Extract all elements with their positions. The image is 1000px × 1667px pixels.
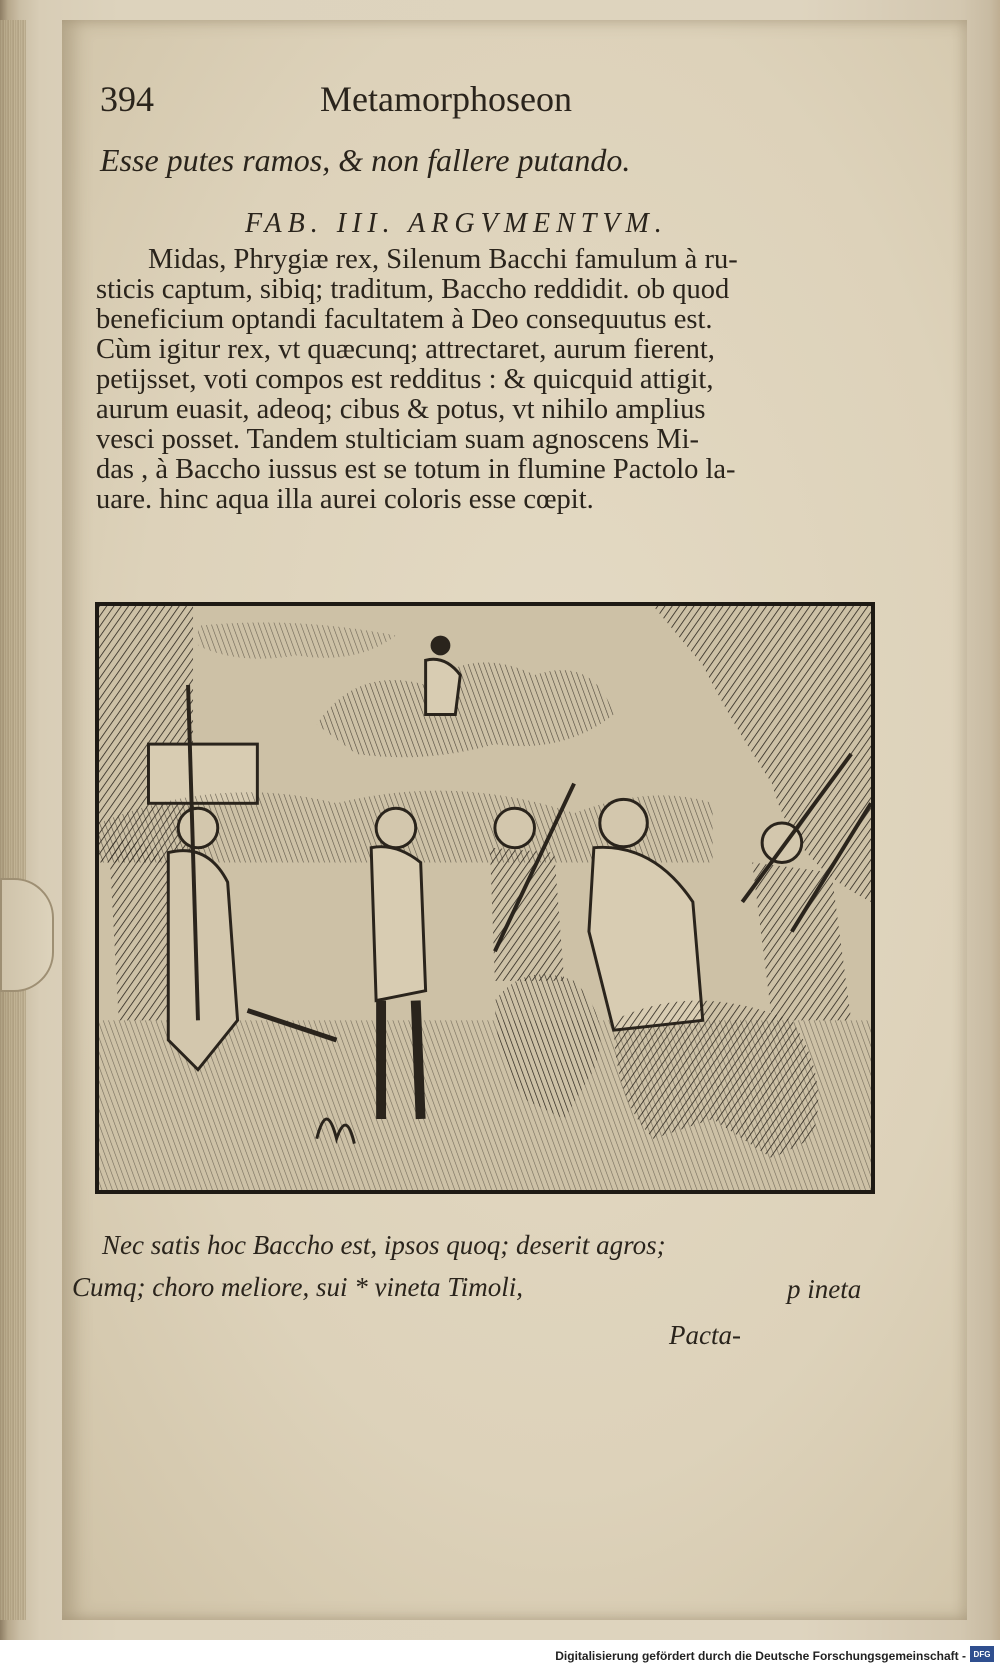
book-page-edges: [0, 20, 26, 1620]
catchword: Pacta-: [669, 1320, 741, 1350]
page-clip: [0, 878, 54, 992]
woodcut-illustration: [95, 602, 875, 1194]
argument-paragraph: [96, 245, 901, 515]
woodcut-image: [99, 606, 871, 1190]
margin-note: p ineta: [787, 1274, 862, 1304]
running-title: Metamorphoseon: [320, 79, 572, 119]
argument-line: das , à Baccho iussus est se totum in flumine Pactolo la-: [96, 455, 736, 485]
verse-line-1: Nec satis hoc Baccho est, ipsos quoq; deserit agros;: [102, 1230, 666, 1260]
argument-line: petijsset, voti compos est redditus : & quicquid attigit,: [96, 365, 714, 395]
argument-line: vesci posset. Tandem stulticiam suam agnoscens Mi-: [96, 425, 699, 455]
argument-line: sticis captum, sibiq; traditum, Baccho reddidit. ob quod: [96, 275, 730, 305]
footer-credit: Digitalisierung gefördert durch die Deutsche Forschungsgemeinschaft -: [555, 1649, 966, 1663]
argument-line: uare. hinc aqua illa aurei coloris esse cœpit.: [96, 485, 594, 515]
argument-line: Cùm igitur rex, vt quæcunq; attrectaret, aurum fierent,: [96, 335, 715, 365]
fable-heading: FAB. III. ARGVMENTVM.: [245, 208, 668, 239]
verse-top: Esse putes ramos, & non fallere putando.: [100, 142, 631, 178]
verse-line-2: Cumq; choro meliore, sui * vineta Timoli,: [72, 1272, 523, 1302]
page-header: [100, 78, 900, 128]
argument-line: aurum euasit, adeoq; cibus & potus, vt nihilo amplius: [96, 395, 706, 425]
page-number: 394: [100, 79, 154, 119]
argument-line: beneficium optandi facultatem à Deo consequutus est.: [96, 305, 713, 335]
dfg-logo-icon: DFG: [970, 1646, 994, 1662]
argument-line: Midas, Phrygiæ rex, Silenum Bacchi famulum à ru-: [148, 245, 738, 275]
